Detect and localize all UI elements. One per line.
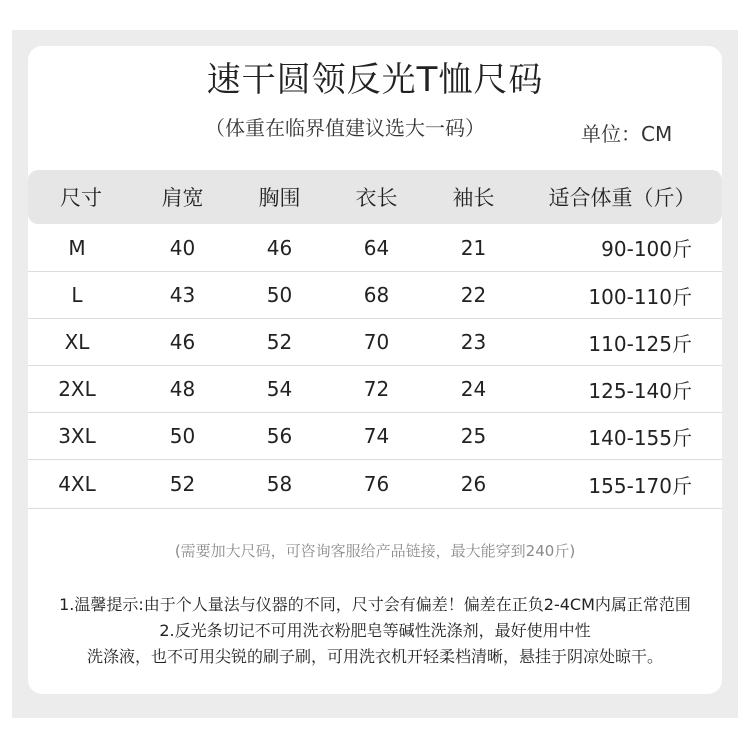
table-row <box>28 413 722 460</box>
table-header <box>28 170 722 224</box>
header-sleeve: 袖长 <box>452 186 495 210</box>
header-weight: 适合体重（斤） <box>548 186 696 210</box>
tip-line: 1.温馨提示:由于个人量法与仪器的不同，尺寸会有偏差！偏差在正负2-4CM内属正常范围 <box>59 595 691 614</box>
cell-weight: 110-125斤 <box>588 331 692 356</box>
table-row <box>28 319 722 366</box>
cell-sleeve: 26 <box>460 472 487 496</box>
unit-label: 单位：CM <box>581 122 673 146</box>
cell-sleeve: 21 <box>460 235 487 260</box>
cell-length: 64 <box>363 235 390 260</box>
page-title: 速干圆领反光T恤尺码 <box>206 60 544 100</box>
table-row <box>28 460 722 509</box>
cell-chest: 54 <box>266 377 293 401</box>
cell-weight: 90-100斤 <box>601 237 692 261</box>
cell-sleeve: 22 <box>460 283 487 307</box>
cell-length: 74 <box>363 424 390 448</box>
cell-shoulder: 40 <box>169 235 196 260</box>
table-row <box>28 224 722 272</box>
cell-size: 3XL <box>58 424 96 448</box>
cell-size: M <box>68 235 86 260</box>
cell-chest: 56 <box>266 424 293 448</box>
table-row <box>28 366 722 413</box>
cell-shoulder: 46 <box>169 330 196 354</box>
cell-shoulder: 50 <box>169 424 196 448</box>
cell-size: L <box>71 283 83 307</box>
cell-chest: 52 <box>266 330 293 354</box>
care-tips <box>0 592 750 670</box>
cell-shoulder: 52 <box>169 472 196 496</box>
cell-chest: 50 <box>266 283 293 307</box>
header-length: 衣长 <box>355 186 398 210</box>
tip-line: 2.反光条切记不可用洗衣粉肥皂等碱性洗涤剂，最好使用中性 <box>159 621 591 640</box>
header-size: 尺寸 <box>60 186 102 210</box>
table-row <box>28 272 722 319</box>
header-chest: 胸围 <box>258 186 301 210</box>
tip-line: 洗涤液，也不可用尖锐的刷子刷，可用洗衣机开轻柔档清晰，悬挂于阴凉处晾干。 <box>86 647 663 666</box>
cell-sleeve: 24 <box>460 377 487 401</box>
cell-sleeve: 25 <box>460 424 487 448</box>
weight-advice: （体重在临界值建议选大一码） <box>205 116 485 140</box>
cell-weight: 125-140斤 <box>588 378 692 403</box>
cell-weight: 140-155斤 <box>588 425 692 450</box>
cell-shoulder: 48 <box>169 377 196 401</box>
cell-length: 68 <box>363 283 390 307</box>
cell-length: 70 <box>363 330 390 354</box>
cell-weight: 155-170斤 <box>588 473 692 498</box>
size-note: (需要加大尺码，可咨询客服给产品链接，最大能穿到240斤) <box>174 542 576 560</box>
header-shoulder: 肩宽 <box>161 186 204 210</box>
cell-length: 76 <box>363 472 390 496</box>
cell-chest: 46 <box>266 235 293 260</box>
cell-size: 2XL <box>58 377 96 401</box>
cell-weight: 100-110斤 <box>588 284 692 309</box>
cell-chest: 58 <box>266 472 293 496</box>
size-table <box>28 170 722 509</box>
cell-shoulder: 43 <box>169 283 196 307</box>
cell-size: XL <box>64 330 90 354</box>
cell-size: 4XL <box>58 472 96 496</box>
cell-length: 72 <box>363 377 390 401</box>
cell-sleeve: 23 <box>460 330 487 354</box>
